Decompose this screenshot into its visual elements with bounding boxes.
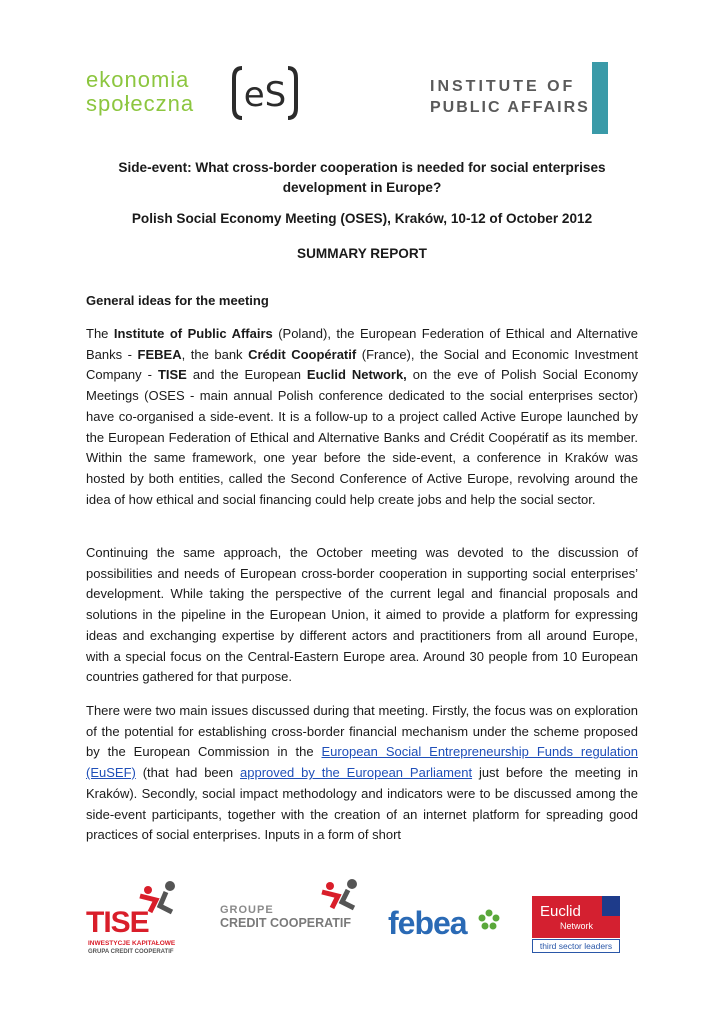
p3-text-2: (that had been bbox=[135, 765, 240, 781]
febea-logo bbox=[388, 905, 503, 950]
document-subtitle: Polish Social Economy Meeting (OSES), Kraków, 10-12 of October 2012 bbox=[131, 211, 593, 226]
p3-text-3: just before the meeting in Kraków). Secondly, social impact methodology and indicators were to be discussed among the side-event participants, together with the creation of an internet platform for spreading good practices of social enterprises. Inputs in a form of short bbox=[86, 765, 638, 843]
febea-flower-icon bbox=[478, 909, 500, 931]
euclid-tagline: third sector leaders bbox=[532, 939, 620, 953]
p3-text-1: There were two main issues discussed during that meeting. Firstly, the focus was on exploration of the potential for establishing cross-border financial mechanism under the scheme proposed by the European Commission in the bbox=[86, 703, 638, 760]
section-heading: General ideas for the meeting bbox=[86, 293, 269, 308]
p1-bold-febea: FEBEA bbox=[137, 346, 182, 362]
euclid-name: Euclid bbox=[540, 903, 581, 920]
euclid-sub: Network bbox=[560, 921, 594, 931]
gcc-line2: CREDIT COOPERATIF bbox=[220, 916, 352, 930]
p1-bold-euclid: Euclid Network, bbox=[306, 367, 407, 383]
ipa-line1: INSTITUTE OF bbox=[430, 78, 576, 95]
groupe-credit-cooperatif-logo bbox=[220, 878, 370, 938]
febea-name: febea bbox=[388, 905, 467, 941]
ekonomia-spoleczna-logo bbox=[86, 66, 298, 126]
report-label: SUMMARY REPORT bbox=[297, 246, 427, 261]
ipa-teal-bar bbox=[592, 62, 608, 134]
p1-text-1: The bbox=[86, 326, 114, 341]
p1-text-5: and the European bbox=[186, 367, 307, 383]
p1-text-2: (Poland), the European Federation of Ethical and Alternative Banks - bbox=[86, 326, 638, 362]
eu-flag-icon bbox=[602, 896, 620, 916]
euclid-network-logo bbox=[532, 896, 620, 954]
paragraph-3 bbox=[86, 701, 638, 846]
es-logo-mark: eS bbox=[243, 75, 287, 115]
paragraph-2: Continuing the same approach, the October meeting was devoted to the discussion of possibilities and needs of European cross-border cooperation in supporting social enterprises’ development. While taking the perspective of the current legal and financial proposals and solutions in the pipeline in the European Union, it aimed to provide a platform for expressing ideas and exchanging expertise by different actors and practitioners from all around Europe, with a special focus on the Central-Eastern Europe area. Around 30 people from 10 European countries gathered for that purpose. bbox=[86, 545, 638, 685]
p1-text-6: on the eve of Polish Social Economy Meetings (OSES - main annual Polish conference dedicated to the social enterprises sector) have co-organised a side-event. It is a follow-up to a project called Active Europe launched by the European Federation of Ethical and Alternative Banks and Crédit Coopératif as its member. Within the same framework, one year before the side-event, a conference in Kraków was hosted by both entities, called the Second Conference of Active Europe, revolving around the idea of how ethical and social financing could help create jobs and help the social sector. bbox=[86, 367, 638, 507]
p1-text-3: , the bank bbox=[181, 346, 249, 362]
institute-of-public-affairs-logo bbox=[430, 74, 608, 136]
es-bracket-mark-icon bbox=[232, 64, 298, 122]
p1-bold-ipa: Institute of Public Affairs bbox=[113, 326, 273, 341]
p1-bold-credit: Crédit Coopératif bbox=[248, 346, 357, 362]
document-title: Side-event: What cross-border cooperation is needed for social enterprises development in Europe? bbox=[118, 160, 606, 195]
european-parliament-link[interactable]: approved by the European Parliament bbox=[240, 765, 473, 781]
tise-logo bbox=[86, 880, 186, 960]
eusef-regulation-link[interactable]: European Social Entrepreneurship Funds regulation (EuSEF) bbox=[86, 744, 638, 781]
p1-text-4: (France), the Social and Economic Investment Company - bbox=[86, 346, 639, 383]
es-logo-text bbox=[86, 68, 194, 116]
es-logo-line2: społeczna bbox=[86, 91, 195, 116]
p1-bold-tise: TISE bbox=[157, 367, 187, 383]
tise-sub2: GRUPA CREDIT COOPERATIF bbox=[88, 949, 174, 955]
paragraph-1 bbox=[86, 324, 638, 510]
ipa-line2: PUBLIC AFFAIRS bbox=[430, 99, 590, 116]
tise-sub1: INWESTYCJE KAPITAŁOWE bbox=[88, 940, 176, 947]
gcc-line1: GROUPE bbox=[220, 904, 274, 916]
es-logo-line1: ekonomia bbox=[86, 67, 190, 92]
tise-name: TISE bbox=[86, 906, 149, 939]
gcc-figures-icon bbox=[320, 878, 364, 914]
